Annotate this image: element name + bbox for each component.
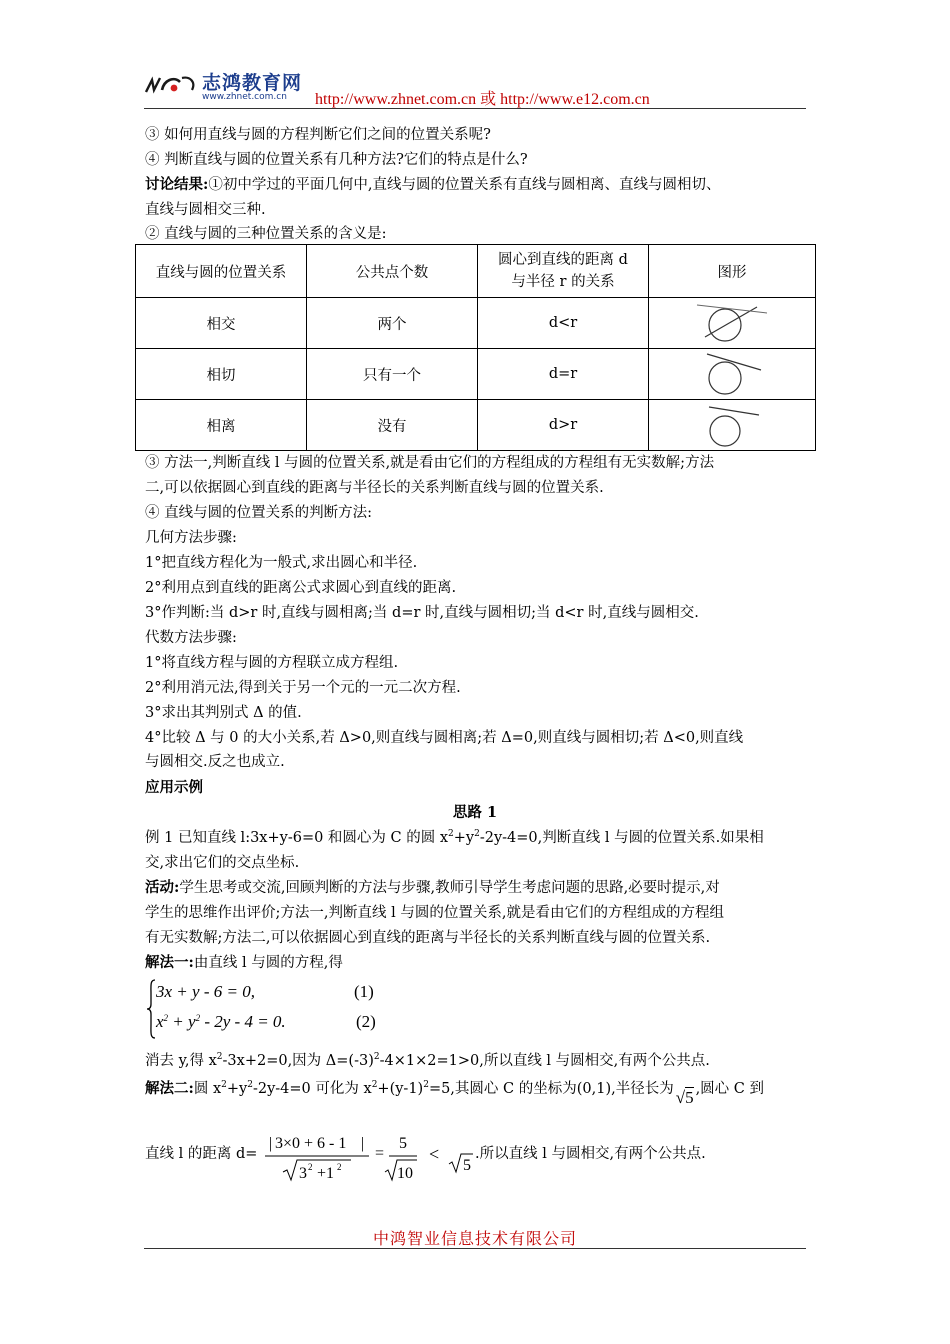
header-points: 公共点个数 [307, 245, 478, 298]
example-1-line-2: 交,求出它们的交点坐标. [145, 855, 300, 871]
equation-1: 3x + y - 6 = 0, [156, 982, 255, 1001]
meaning-intro: ② 直线与圆的三种位置关系的含义是: [145, 226, 387, 242]
svg-text:10: 10 [397, 1165, 413, 1182]
elimination-text-b: -3x+2=0,因为 Δ=(-3) [222, 1053, 374, 1069]
header-distance [478, 245, 649, 298]
equation-system [146, 978, 446, 1040]
distance-label: 直线 l 的距离 d= [145, 1146, 258, 1162]
row-points: 只有一个 [307, 349, 478, 400]
svg-text:5: 5 [399, 1135, 407, 1152]
svg-text:5: 5 [463, 1157, 471, 1174]
header-relation: 直线与圆的位置关系 [136, 245, 307, 298]
row-relation: 相交 [136, 298, 307, 349]
logo-name: 志鸿教育网 [202, 72, 303, 94]
separate-figure [687, 403, 777, 447]
solution-2-text-e: =5,其圆心 C 的坐标为(0,1),半径长为 [428, 1081, 674, 1097]
solution-2-text-f: ,圆心 C 到 [695, 1081, 764, 1097]
header-distance-line1: 圆心到直线的距离 d [498, 252, 628, 268]
geo-step-3: 3°作判断:当 d>r 时,直线与圆相离;当 d=r 时,直线与圆相切;当 d<r 时,直线与圆相交. [145, 605, 699, 621]
discussion-label: 讨论结果: [145, 176, 209, 193]
idea-title: 思路 1 [452, 804, 498, 821]
svg-text:2: 2 [308, 1162, 313, 1172]
activity-line-2: 学生的思维作出评价;方法一,判断直线 l 与圆的位置关系,就是看由它们的方程组成的方程组 [145, 905, 724, 921]
solution-2-text-b: +y [226, 1081, 248, 1097]
svg-text:<: < [429, 1144, 440, 1164]
example-text-b: +y [453, 830, 475, 846]
sqrt5-radical: √5 [675, 1088, 694, 1107]
svg-text:3: 3 [299, 1165, 307, 1182]
example-1-line-1: 例 1 已知直线 l:3x+y-6=0 和圆心为 C 的圆 $x^2+y^2-2y-4=0$,判断直线 l 与圆的位置关系.如果相 [145, 829, 764, 846]
intersect-figure [687, 301, 777, 345]
elimination-text-a: 消去 y,得 x [145, 1053, 217, 1069]
header-divider [144, 108, 806, 109]
equation-2: $x^2 + y^2 - 2y - 4 = 0$. [156, 1012, 286, 1031]
alg-step-2: 2°利用消元法,得到关于另一个元的一元二次方程. [145, 680, 461, 696]
svg-text:|: | [361, 1135, 365, 1152]
row-compare: d=r [478, 349, 649, 400]
svg-text:+1: +1 [317, 1165, 335, 1182]
alg-title: 代数方法步骤: [145, 630, 237, 646]
row-figure [649, 400, 816, 451]
header-distance-line2: 与半径 r 的关系 [511, 274, 615, 290]
equation-1-number: (1) [354, 982, 374, 1001]
discussion-line-1 [145, 175, 720, 195]
row-compare: d>r [478, 400, 649, 451]
method-4: ④ 直线与圆的位置关系的判断方法: [145, 505, 372, 521]
distance-conclusion: .所以直线 l 与圆相交,有两个公共点. [475, 1146, 706, 1162]
discussion-line-2: 直线与圆相交三种. [145, 202, 266, 218]
row-points: 没有 [307, 400, 478, 451]
elimination-line: 消去 y,得 $x^2-3x+2=0$,因为 $\Delta=(-3)^2-4\times 1\times 2=1>0$,所以直线 l 与圆相交,有两个公共点. [145, 1052, 710, 1069]
example-text-a: 例 1 已知直线 l:3x+y-6=0 和圆心为 C 的圆 x [145, 830, 449, 846]
svg-text:3×0 + 6 - 1: 3×0 + 6 - 1 [275, 1135, 347, 1152]
tangent-figure [687, 352, 777, 396]
alg-step-1: 1°将直线方程与圆的方程联立成方程组. [145, 655, 399, 671]
activity-line-1 [145, 878, 720, 898]
row-relation: 相离 [136, 400, 307, 451]
geo-title: 几何方法步骤: [145, 530, 237, 546]
solution-2-label: 解法二: [145, 1080, 194, 1097]
section-title: 应用示例 [145, 779, 203, 796]
elimination-text-c: -4×1×2=1>0,所以直线 l 与圆相交,有两个公共点. [379, 1053, 710, 1069]
example-text-c: -2y-4=0,判断直线 l 与圆的位置关系.如果相 [479, 830, 764, 846]
solution-2-line: 解法二:圆 $x^2+y^2-2y-4=0$ 可化为 $x^2+(y-1)^2=5$,其圆心 C 的坐标为(0,1),半径长为 √5 ,圆心 C 到 [145, 1080, 764, 1107]
activity-text: 学生思考或交流,回顾判断的方法与步骤,教师引导学生考虑问题的思路,必要时提示,对 [179, 880, 720, 896]
logo-mark-icon [144, 72, 200, 98]
svg-text:|: | [269, 1135, 273, 1152]
solution-2-text-c: -2y-4=0 可化为 x [252, 1081, 372, 1097]
footer-company: 中鸿智业信息技术有限公司 [372, 1229, 577, 1248]
row-figure [649, 349, 816, 400]
table-row [136, 298, 816, 349]
row-points: 两个 [307, 298, 478, 349]
table-row [136, 400, 816, 451]
relation-table [135, 244, 816, 451]
brace-icon [146, 978, 156, 1040]
alg-step-3: 3°求出其判别式 Δ 的值. [145, 705, 302, 721]
solution-1-text: 由直线 l 与圆的方程,得 [193, 955, 343, 971]
question-3: ③ 如何用直线与圆的方程判断它们之间的位置关系呢? [145, 127, 491, 143]
method-3-line-2: 二,可以依据圆心到直线的距离与半径长的关系判断直线与圆的位置关系. [145, 480, 604, 496]
equation-2-number: (2) [356, 1012, 376, 1031]
geo-step-2: 2°利用点到直线的距离公式求圆心到直线的距离. [145, 580, 457, 596]
page-header [144, 64, 806, 110]
row-compare: d<r [478, 298, 649, 349]
solution-2-text-a: 圆 x [193, 1081, 222, 1097]
question-4: ④ 判断直线与圆的位置关系有几种方法?它们的特点是什么? [145, 152, 528, 168]
alg-step-4-a: 4°比较 Δ 与 0 的大小关系,若 Δ>0,则直线与圆相离;若 Δ=0,则直线与圆相切;若 Δ<0,则直线 [145, 730, 744, 746]
header-figure: 图形 [649, 245, 816, 298]
distance-formula [145, 1130, 845, 1186]
logo-url: www.zhnet.com.cn [202, 92, 287, 102]
svg-text:2: 2 [337, 1162, 342, 1172]
solution-1-intro [145, 953, 343, 973]
solution-1-label: 解法一: [145, 954, 194, 971]
site-logo[interactable] [144, 68, 314, 106]
table-row [136, 349, 816, 400]
geo-step-1: 1°把直线方程化为一般式,求出圆心和半径. [145, 555, 418, 571]
activity-line-3: 有无实数解;方法二,可以依据圆心到直线的距离与半径长的关系判断直线与圆的位置关系. [145, 930, 711, 946]
alg-step-4-b: 与圆相交.反之也成立. [145, 754, 285, 770]
row-relation: 相切 [136, 349, 307, 400]
solution-2-text-d: +(y-1) [377, 1081, 424, 1097]
row-figure [649, 298, 816, 349]
discussion-text: ①初中学过的平面几何中,直线与圆的位置关系有直线与圆相离、直线与圆相切、 [208, 177, 721, 193]
header-links[interactable]: http://www.zhnet.com.cn 或 http://www.e12.com.cn [315, 91, 650, 108]
footer-divider [144, 1248, 806, 1249]
activity-label: 活动: [145, 879, 180, 896]
method-3-line-1: ③ 方法一,判断直线 l 与圆的位置关系,就是看由它们的方程组成的方程组有无实数解;方法 [145, 455, 715, 471]
svg-text:=: = [375, 1145, 385, 1162]
table-header-row [136, 245, 816, 298]
